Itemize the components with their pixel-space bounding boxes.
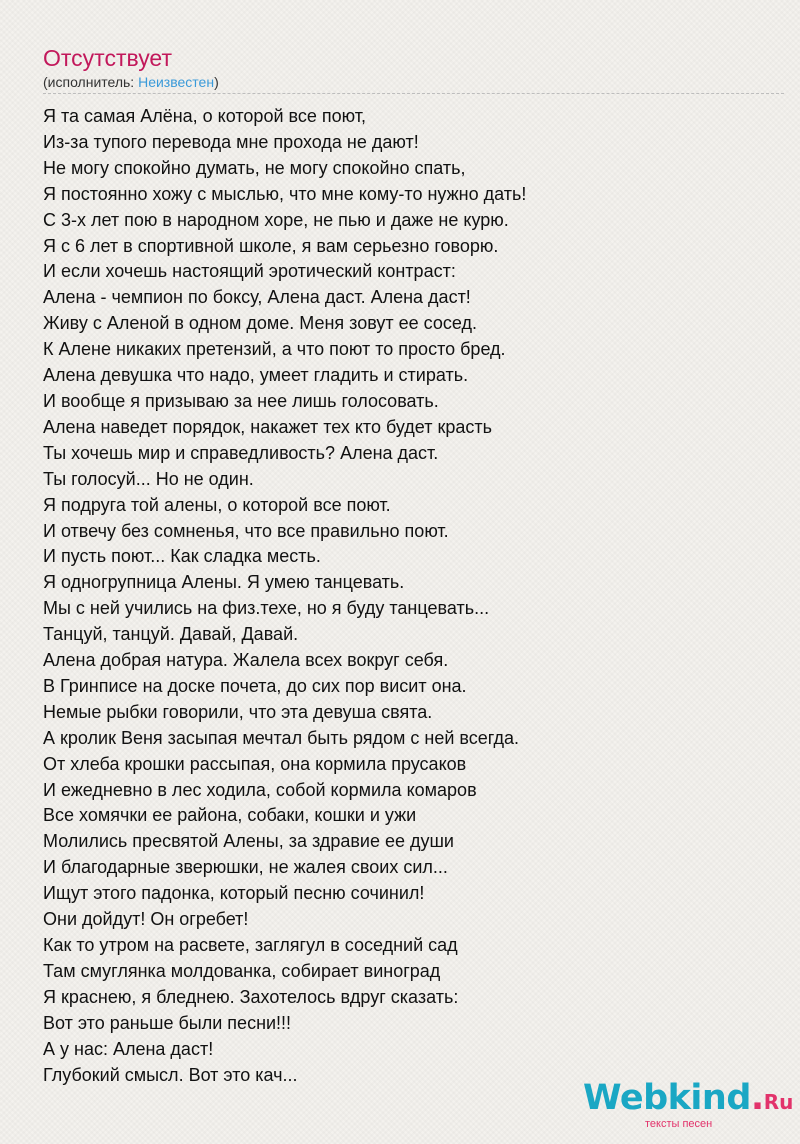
lyric-line: Алена девушка что надо, умеет гладить и стирать.: [43, 365, 469, 386]
lyric-line: Я с 6 лет в спортивной школе, я вам серьезно говорю.: [43, 235, 499, 256]
lyric-line: Глубокий смысл. Вот это кач...: [43, 1064, 298, 1085]
artist-prefix: (исполнитель:: [43, 74, 139, 90]
lyric-line: Как то утром на расвете, заглягул в соседний сад: [43, 935, 458, 955]
artist-line: [43, 73, 219, 91]
lyric-line: Я постоянно хожу с мыслью, что мне кому-то нужно дать!: [43, 183, 527, 204]
lyric-line: Все хомячки ее района, собаки, кошки и ужи: [43, 805, 417, 826]
lyric-line: Я та самая Алёна, о которой все поют,: [43, 106, 366, 126]
site-watermark-logo: [583, 1078, 794, 1138]
lyric-line: С 3-х лет пою в народном хоре, не пью и даже не курю.: [43, 209, 509, 230]
lyric-line: Из-за тупого перевода мне прохода не дают!: [43, 131, 419, 152]
lyric-line: В Гринписе на доске почета, до сих пор висит она.: [43, 675, 467, 696]
song-title: Отсутствует: [43, 45, 172, 71]
lyric-line: И отвечу без сомненья, что все правильно поют.: [43, 520, 449, 541]
lyric-line: Я краснею, я бледнею. Захотелось вдруг сказать:: [43, 986, 459, 1007]
lyrics-text: [43, 104, 788, 1088]
lyric-line: Там смуглянка молдованка, собирает виноград: [43, 960, 441, 981]
lyric-line: И вообще я призываю за нее лишь голосовать.: [43, 390, 439, 411]
lyric-line: Молились пресвятой Алены, за здравие ее души: [43, 831, 454, 852]
lyric-line: И если хочешь настоящий эротический контраст:: [43, 261, 456, 282]
lyric-line: И благодарные зверюшки, не жалея своих сил...: [43, 857, 448, 878]
lyric-line: Ищут этого падонка, который песню сочинил!: [43, 883, 425, 904]
lyric-line: Я подруга той алены, о которой все поют.: [43, 494, 391, 515]
lyric-line: Немые рыбки говорили, что эта девуша свята.: [43, 701, 433, 722]
lyric-line: К Алене никаких претензий, а что поют то просто бред.: [43, 339, 506, 360]
lyric-line: Ты голосуй... Но не один.: [43, 468, 254, 489]
lyric-line: Они дойдут! Он огребет!: [43, 909, 249, 930]
lyric-line: Не могу спокойно думать, не могу спокойно спать,: [43, 157, 466, 178]
header-divider: [43, 93, 784, 94]
artist-suffix: ): [214, 74, 219, 90]
watermark-brand: Webkind.Ru: [583, 1078, 794, 1118]
watermark-tagline: тексты песен: [645, 1118, 713, 1130]
lyric-line: Ты хочешь мир и справедливость? Алена даст.: [43, 442, 439, 463]
lyric-line: А кролик Веня засыпая мечтал быть рядом с ней всегда.: [43, 727, 520, 748]
lyric-line: Алена наведет порядок, накажет тех кто будет красть: [43, 416, 492, 437]
lyric-line: Живу с Аленой в одном доме. Меня зовут ее сосед.: [43, 313, 478, 334]
lyric-line: Танцуй, танцуй. Давай, Давай.: [43, 624, 299, 645]
lyric-line: Вот это раньше были песни!!!: [43, 1012, 292, 1033]
lyric-line: Алена - чемпион по боксу, Алена даст. Алена даст!: [43, 287, 471, 308]
lyric-line: А у нас: Алена даст!: [43, 1038, 214, 1059]
lyric-line: И ежедневно в лес ходила, собой кормила комаров: [43, 779, 477, 800]
lyric-line: И пусть поют... Как сладка месть.: [43, 546, 321, 567]
lyric-line: Мы с ней учились на физ.техе, но я буду танцевать...: [43, 598, 490, 619]
lyric-line: Алена добрая натура. Жалела всех вокруг себя.: [43, 650, 449, 671]
lyric-line: От хлеба крошки рассыпая, она кормила прусаков: [43, 753, 467, 774]
lyric-line: Я одногрупница Алены. Я умею танцевать.: [43, 572, 405, 593]
artist-link[interactable]: Неизвестен: [138, 74, 215, 90]
